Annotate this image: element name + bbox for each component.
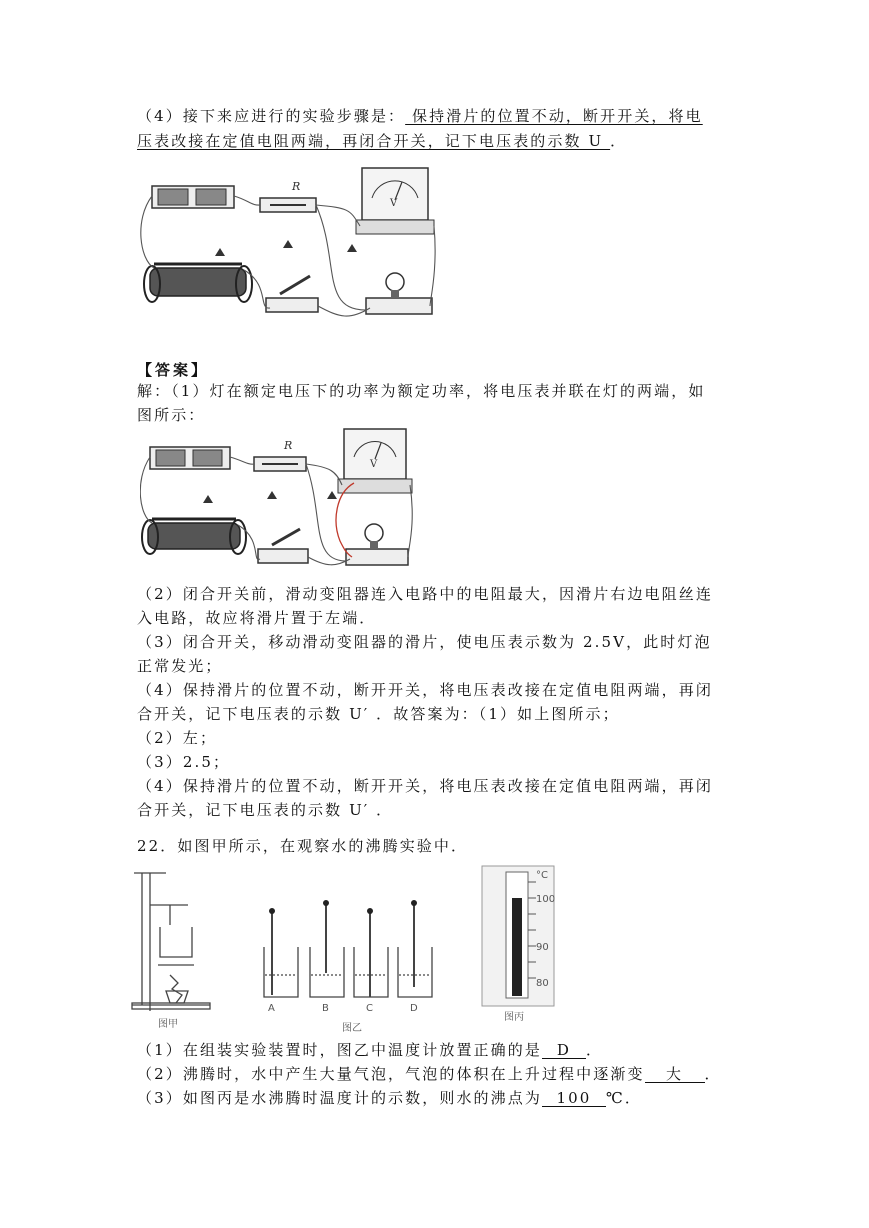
beaker-c-label: C bbox=[366, 1003, 373, 1014]
answer-p4-line1: （4）保持滑片的位置不动，断开开关，将电压表改接在定值电阻两端，再闭 bbox=[137, 681, 713, 699]
figure-yi-caption: 图乙 bbox=[342, 1023, 362, 1034]
answer-a4-line2: 合开关，记下电压表的示数 U′ ． bbox=[137, 801, 394, 819]
voltmeter-label: V bbox=[390, 198, 398, 209]
q22-s3-answer: 100 bbox=[542, 1090, 606, 1107]
voltmeter-label: V bbox=[370, 459, 378, 470]
circuit-diagram-answer bbox=[140, 425, 420, 575]
answer-heading: 【答案】 bbox=[137, 361, 210, 379]
q21-step4-line2 bbox=[137, 131, 627, 151]
resistor-label: R bbox=[292, 180, 301, 193]
rheostat-icon bbox=[142, 519, 246, 554]
q21-step4-answer-1: 保持滑片的位置不动，断开开关，将电 bbox=[405, 107, 703, 125]
switch-icon bbox=[258, 529, 308, 563]
q21-step4-suffix: ． bbox=[610, 132, 628, 150]
battery-icon bbox=[152, 186, 234, 208]
beaker-a-label: A bbox=[268, 1003, 275, 1014]
answer-a2: （2）左； bbox=[137, 729, 218, 747]
figure-bing-caption: 图丙 bbox=[504, 1012, 524, 1023]
figure-yi bbox=[250, 885, 450, 1035]
answer-p3-line1: （3）闭合开关，移动滑动变阻器的滑片，使电压表示数为 2.5V，此时灯泡 bbox=[137, 633, 712, 651]
q22-stem: 22．如图甲所示，在观察水的沸腾实验中． bbox=[137, 837, 469, 855]
resistor-label: R bbox=[284, 439, 293, 452]
q22-s3: （3）如图丙是水沸腾时温度计的示数，则水的沸点为 100 ℃． bbox=[137, 1089, 642, 1107]
thermo-unit: °C bbox=[536, 870, 548, 881]
beaker-b-label: B bbox=[322, 1003, 329, 1014]
answer-p1-line1: 解：（1）灯在额定电压下的功率为额定功率，将电压表并联在灯的两端，如 bbox=[137, 382, 706, 400]
figure-jia-caption: 图甲 bbox=[158, 1019, 178, 1030]
circuit-diagram-question bbox=[140, 160, 440, 328]
battery-icon bbox=[150, 447, 230, 469]
bulb-icon bbox=[346, 524, 408, 565]
voltmeter-icon bbox=[338, 429, 412, 493]
rheostat-icon bbox=[144, 264, 252, 302]
resistor-icon bbox=[260, 180, 316, 212]
q22-s1: （1）在组装实验装置时，图乙中温度计放置正确的是 D ． bbox=[137, 1041, 604, 1059]
bulb-icon bbox=[366, 273, 432, 314]
q22-s1-answer: D bbox=[542, 1042, 586, 1059]
resistor-icon bbox=[254, 439, 306, 471]
answer-a3: （3）2.5； bbox=[137, 753, 231, 771]
beaker-d-label: D bbox=[410, 1003, 418, 1014]
thermo-tick-90: 90 bbox=[536, 942, 549, 953]
q21-step4-line1 bbox=[137, 106, 703, 126]
answer-p4-line2: 合开关，记下电压表的示数 U′ ．故答案为：（1）如上图所示； bbox=[137, 705, 620, 723]
q21-step4-prefix: （4）接下来应进行的实验步骤是： bbox=[137, 107, 406, 125]
figure-jia bbox=[130, 865, 215, 1033]
answer-p2-line1: （2）闭合开关前，滑动变阻器连入电路中的电阻最大，因滑片右边电阻丝连 bbox=[137, 585, 713, 603]
q22-s2: （2）沸腾时，水中产生大量气泡，气泡的体积在上升过程中逐渐变 大 ． bbox=[137, 1065, 722, 1083]
thermo-tick-80: 80 bbox=[536, 978, 549, 989]
thermo-tick-100: 100 bbox=[536, 894, 556, 905]
added-voltmeter-wire bbox=[336, 483, 354, 557]
answer-p1-line2: 图所示： bbox=[137, 406, 206, 424]
q22-s2-answer: 大 bbox=[645, 1066, 705, 1083]
answer-a4-line1: （4）保持滑片的位置不动，断开开关，将电压表改接在定值电阻两端，再闭 bbox=[137, 777, 713, 795]
voltmeter-icon bbox=[356, 168, 434, 234]
switch-icon bbox=[266, 276, 318, 312]
thermometer-mercury bbox=[512, 898, 522, 996]
q21-step4-answer-2: 压表改接在定值电阻两端，再闭合开关，记下电压表的示数 U bbox=[137, 132, 611, 150]
answer-p3-line2: 正常发光； bbox=[137, 657, 223, 675]
answer-p2-line2: 入电路，故应将滑片置于左端． bbox=[137, 609, 377, 627]
figure-bing bbox=[478, 862, 558, 1028]
